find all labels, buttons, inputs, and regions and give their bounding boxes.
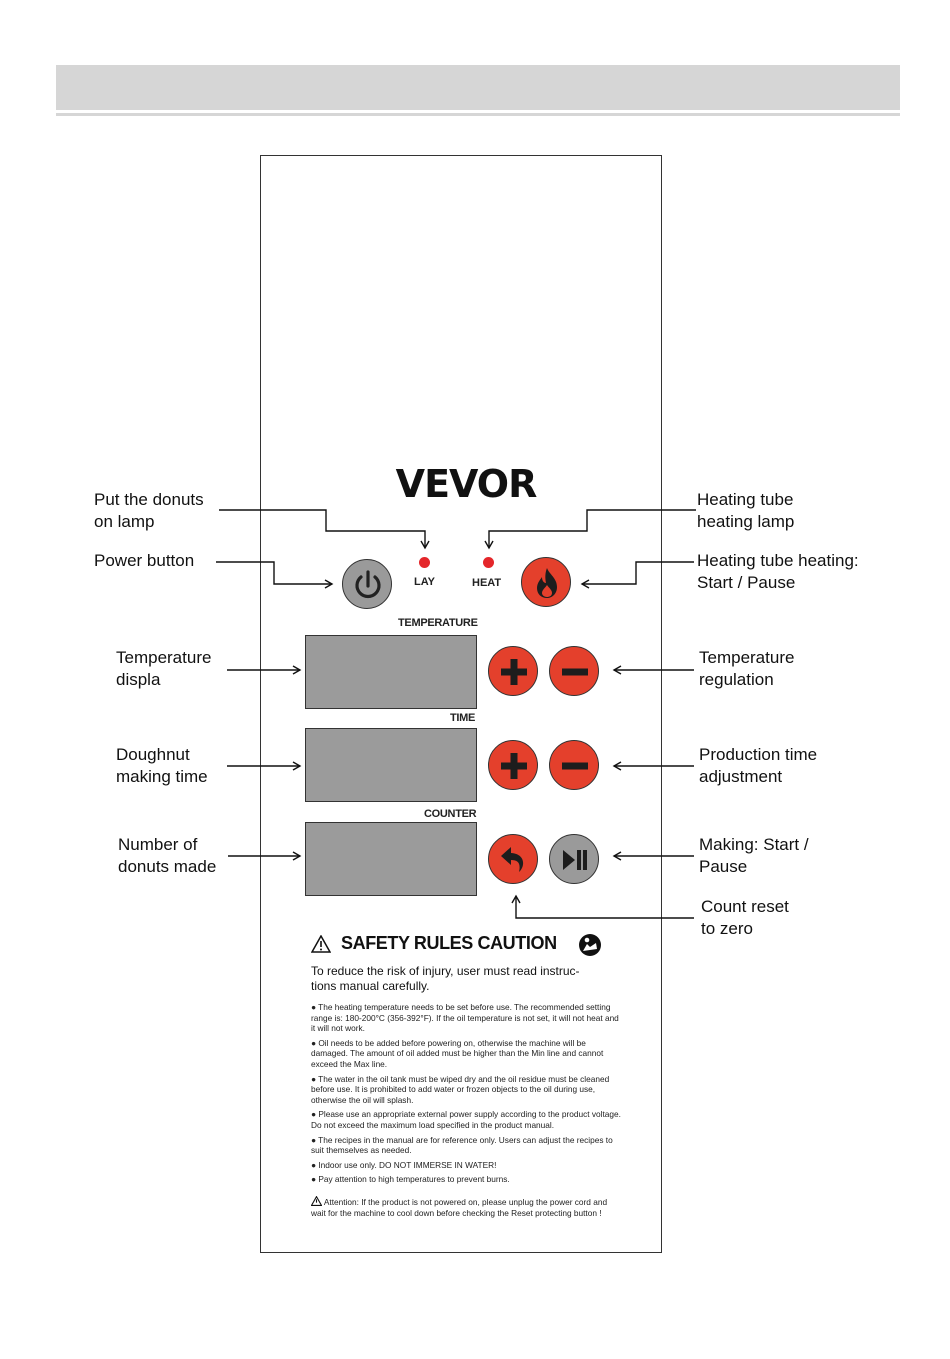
safety-rule: ● The heating temperature needs to be set before use. The recommended setting range is: 180-200°C (356-392°F). If the oil temperature is not set, it will not heat and it will not work. xyxy=(311,1002,619,1034)
heat-lamp-label: HEAT xyxy=(472,577,502,589)
callout-count-reset: Count reset to zero xyxy=(701,897,789,938)
safety-rules-list xyxy=(311,1002,623,1189)
temperature-display-label: TEMPERATURE xyxy=(398,617,478,629)
safety-rule: ● The water in the oil tank must be wiped dry and the oil residue must be cleaned before use. It is prohibited to add water or frozen objects to the oil during use, otherwise the oil will splash. xyxy=(311,1073,610,1105)
lay-lamp-label: LAY xyxy=(414,576,435,588)
counter-display-label: COUNTER xyxy=(424,808,477,820)
safety-rule: ● Indoor use only. DO NOT IMMERSE IN WATER! xyxy=(311,1159,497,1170)
safety-rule: ● Please use an appropriate external power supply according to the product voltage. Do not exceed the maximum load specified in the product manual. xyxy=(311,1109,621,1130)
brand-logo: VEVOR xyxy=(395,462,537,506)
attention-text: Attention: If the product is not powered on, please unplug the power cord and wait for the machine to cool down before checking the Reset protecting button ! xyxy=(311,1197,608,1218)
read-manual-icon xyxy=(578,933,602,957)
callout-donuts-made: Number of donuts made xyxy=(118,835,217,876)
callout-temperature-display: Temperature displa xyxy=(116,648,212,689)
time-display-label: TIME xyxy=(450,712,476,724)
callout-temperature-regulation: Temperature regulation xyxy=(699,648,795,689)
safety-rule: ● The recipes in the manual are for reference only. Users can adjust the recipes to suit themselves as needed. xyxy=(311,1134,613,1156)
callout-time-adjustment: Production time adjustment xyxy=(699,745,818,786)
callout-making-time: Doughnut making time xyxy=(116,745,208,786)
attention-note xyxy=(311,1196,623,1218)
callout-power-button: Power button xyxy=(94,551,195,570)
callout-making-start-pause: Making: Start / Pause xyxy=(699,835,809,876)
warning-triangle-icon xyxy=(311,1196,322,1206)
warning-triangle-icon xyxy=(311,935,331,953)
safety-rule: ● Oil needs to be added before powering on, otherwise the machine will be damaged. The amount of oil added must be higher than the Min line and cannot exceed the Max line. xyxy=(311,1037,604,1069)
callout-put-lamp: Put the donuts on lamp xyxy=(94,490,204,531)
safety-title: SAFETY RULES CAUTION xyxy=(341,933,557,953)
callout-heating-lamp: Heating tube heating lamp xyxy=(697,490,795,531)
safety-rule: ● Pay attention to high temperatures to prevent burns. xyxy=(311,1174,510,1185)
callout-heating-start-pause: Heating tube heating: Start / Pause xyxy=(697,551,859,592)
safety-intro: To reduce the risk of injury, user must read instruc- tions manual carefully. xyxy=(311,964,580,993)
